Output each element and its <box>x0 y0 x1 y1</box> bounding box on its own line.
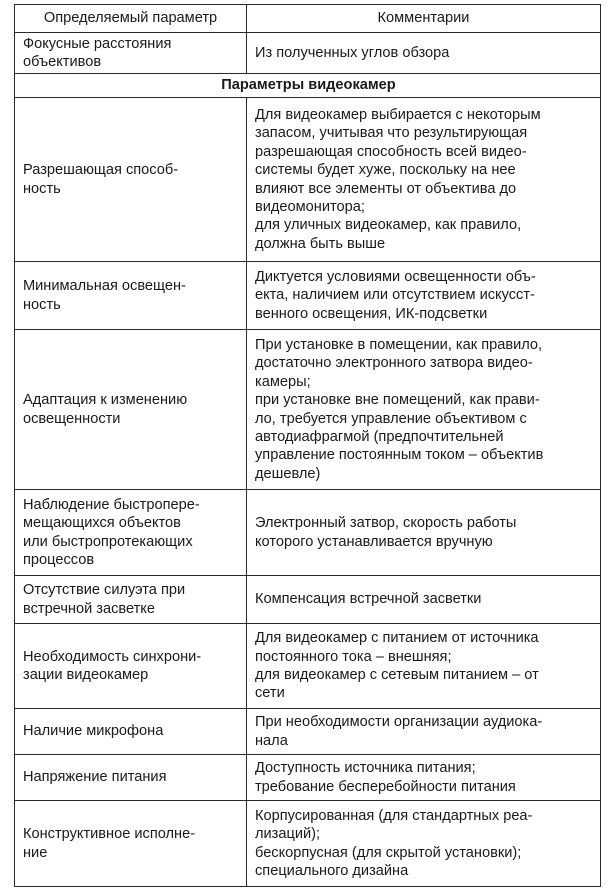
table-row <box>15 490 601 576</box>
comment-cell: Для видеокамер выбирается с некоторым запасом, учитывая что результирующая разрешающая способность всей видео- системы будет хуже, поскольку на нее влияют все элементы от объектива до видеомонитора; для уличных видеокамер, как правило, должна быть выше <box>247 98 601 262</box>
table-row <box>15 755 601 801</box>
comment-cell: Электронный затвор, скорость работы которого устанавливается вручную <box>247 490 601 576</box>
comment-cell: Для видеокамер с питанием от источника постоянного тока – внешняя; для видеокамер с сетевым питанием – от сети <box>247 624 601 709</box>
table-row <box>15 624 601 709</box>
table-row <box>15 801 601 887</box>
param-cell: Конструктивное исполне- ние <box>15 801 247 887</box>
table-row <box>15 262 601 330</box>
comment-cell: Корпусированная (для стандартных реа- лизаций); бескорпусная (для скрытой установки); специального дизайна <box>247 801 601 887</box>
param-cell: Минимальная освещен- ность <box>15 262 247 330</box>
table-row <box>15 98 601 262</box>
document-page <box>14 4 600 888</box>
table-row <box>15 576 601 624</box>
comment-cell: При установке в помещении, как правило, достаточно электронного затвора видео- камеры; при установке вне помещений, как прави- ло, требуется управление объективом с автодиафрагмой (предпочтительней управление постоянным током – объектив дешевле) <box>247 330 601 490</box>
comment-cell: Компенсация встречной засветки <box>247 576 601 624</box>
parameters-table <box>14 4 601 887</box>
param-cell: Разрешающая способ- ность <box>15 98 247 262</box>
section-title: Параметры видеокамер <box>15 74 601 98</box>
header-parameter: Определяемый параметр <box>15 5 247 33</box>
param-cell: Наличие микрофона <box>15 709 247 755</box>
table-header-row <box>15 5 601 33</box>
comment-cell: Из полученных углов обзора <box>247 33 601 74</box>
section-row <box>15 74 601 98</box>
param-cell: Отсутствие силуэта при встречной засветке <box>15 576 247 624</box>
table-row <box>15 330 601 490</box>
header-comments: Комментарии <box>247 5 601 33</box>
comment-cell: При необходимости организации аудиока- нала <box>247 709 601 755</box>
param-cell: Фокусные расстояния объективов <box>15 33 247 74</box>
table-row <box>15 33 601 74</box>
param-cell: Наблюдение быстропере- мещающихся объектов или быстропротекающих процессов <box>15 490 247 576</box>
comment-cell: Доступность источника питания; требование бесперебойности питания <box>247 755 601 801</box>
param-cell: Напряжение питания <box>15 755 247 801</box>
param-cell: Адаптация к изменению освещенности <box>15 330 247 490</box>
param-cell: Необходимость синхрони- зации видеокамер <box>15 624 247 709</box>
comment-cell: Диктуется условиями освещенности объ- екта, наличием или отсутствием искусст- венного освещения, ИК-подсветки <box>247 262 601 330</box>
table-row <box>15 709 601 755</box>
